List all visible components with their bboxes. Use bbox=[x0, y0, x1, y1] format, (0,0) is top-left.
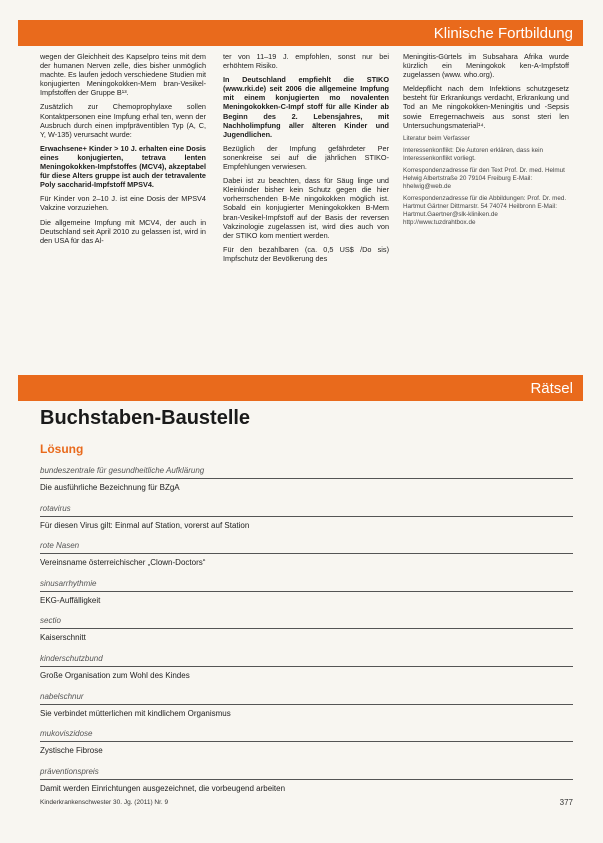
solution-answer: Kaiserschnitt bbox=[40, 633, 86, 643]
paragraph: In Deutschland empfiehlt die STIKO (www.rki.de) seit 2006 die allgemeine Impfung mit einem konjugierten mo novalenten Meningokokken-C-Impf stoff für alle Kinder ab Beginn des 2. Lebensjahres, mit Nachholimpfung aller älteren Kinder und Jugendlichen. bbox=[223, 75, 389, 139]
section-header-bar bbox=[18, 375, 583, 401]
paragraph: Meldepflicht nach dem Infektions schutzgesetz besteht für Erkrankungs verdacht, Erkrankung und Tod an Me ningokokken-Meningitis und -Sepsis sowie Erregernachweis aus sonst steri len Untersuchungsmaterial¹⁴. bbox=[403, 84, 569, 130]
rule-line bbox=[40, 704, 573, 705]
solution-answer: Damit werden Einrichtungen ausgezeichnet, die vorbeugend arbeiten bbox=[40, 783, 286, 793]
contact-text: Korrespondenzadresse für den Text Prof. Dr. med. Helmut Helwig Albertstraße 20 79104 Freiburg E-Mail: hhelwig@web.de bbox=[403, 166, 565, 190]
solution-row bbox=[40, 612, 573, 650]
contact-images: Korrespondenzadresse für die Abbildungen: Prof. Dr. med. Hartmut Gärtner Dittmarstr. 54 74074 Heilbronn E-Mail: Hartmut.Gaertner@slk-kliniken.de http://www.tuzdrahtbox.de bbox=[403, 194, 567, 226]
solution-heading: Lösung bbox=[40, 442, 84, 456]
paragraph: Für den bezahlbaren (ca. 0,5 US$ /Do sis) Impfschutz der Bevölkerung des bbox=[223, 244, 389, 263]
rule-line bbox=[40, 591, 573, 592]
page-number: 377 bbox=[559, 798, 573, 807]
solution-row bbox=[40, 500, 573, 538]
solution-word: rotavirus bbox=[40, 503, 71, 513]
puzzle-title: Buchstaben-Baustelle bbox=[40, 407, 251, 429]
article-column-2 bbox=[223, 52, 389, 268]
solution-row bbox=[40, 537, 573, 575]
paragraph: Für Kinder von 2–10 J. ist eine Dosis der MPSV4 Vakzine vorzuziehen. bbox=[40, 194, 206, 213]
solution-word: nabelschnur bbox=[40, 691, 84, 701]
rule-line bbox=[40, 553, 573, 554]
solution-answer: Vereinsname österreichischer „Clown-Doctors“ bbox=[40, 558, 206, 568]
solution-answer: Sie verbindet mütterlichen mit kindlichem Organismus bbox=[40, 708, 231, 718]
paragraph: wegen der Gleichheit des Kapselpro teins mit dem der humanen Nerven zelle, dies bisher unmöglich machte. Es laufen jedoch verschiedene Studien mit konjugierten Meningokokken-Mem bran-Vesikel-Impfstoffen der Gruppe B¹³. bbox=[40, 52, 206, 98]
solution-row bbox=[40, 688, 573, 726]
solution-row bbox=[40, 462, 573, 500]
paragraph: Dabei ist zu beachten, dass für Säug linge und Kleinkinder bisher kein Schutz gegen die hier vorherrschenden B-Me ningokokken möglich ist. Sobald ein konjugierter Meningokokken B-Mem bran-Vesikel-Impfstoff auf der Basis der reversen Vakzinologie zugelassen ist, wird dies auch von der STIKO kom mentiert werden. bbox=[223, 176, 389, 240]
article-column-3 bbox=[403, 52, 569, 231]
solution-list bbox=[40, 462, 573, 800]
paragraph: ter von 11–19 J. empfohlen, sonst nur bei erhöhtem Risiko. bbox=[223, 52, 389, 71]
solution-row bbox=[40, 725, 573, 763]
solution-word: kinderschutzbund bbox=[40, 653, 103, 663]
solution-answer: Für diesen Virus gilt: Einmal auf Station, vorerst auf Station bbox=[40, 520, 250, 530]
paragraph: Meningitis-Gürtels im Subsahara Afrika wurde kürzlich ein Meningokok ken-A-Impfstoff zugelassen (www. who.org). bbox=[403, 52, 569, 80]
solution-word: mukoviszidose bbox=[40, 729, 93, 739]
literature-note: Literatur beim Verfasser bbox=[403, 134, 470, 142]
rule-line bbox=[40, 666, 573, 667]
solution-word: präventionspreis bbox=[40, 766, 99, 776]
rule-line bbox=[40, 779, 573, 780]
solution-row bbox=[40, 575, 573, 613]
solution-word: sinusarrhythmie bbox=[40, 578, 97, 588]
solution-answer: Zystische Fibrose bbox=[40, 746, 103, 756]
solution-word: rote Nasen bbox=[40, 541, 80, 551]
rule-line bbox=[40, 741, 573, 742]
paragraph: Zusätzlich zur Chemoprophylaxe sollen Kontaktpersonen eine Impfung erhal ten, wenn der Ausbruch durch einen impfpräventiblen Typ (A, C, Y, W-135) verursacht wurde: bbox=[40, 102, 206, 139]
section-header-bar bbox=[18, 20, 583, 46]
article-column-1 bbox=[40, 52, 206, 250]
solution-row bbox=[40, 763, 573, 801]
rule-line bbox=[40, 628, 573, 629]
page-footer bbox=[40, 799, 573, 806]
solution-answer: Die ausführliche Bezeichnung für BZgA bbox=[40, 483, 180, 492]
paragraph: Bezüglich der Impfung gefährdeter Per sonenkreise sei auf die jährlichen STIKO-Empfehlungen verwiesen. bbox=[223, 143, 389, 172]
section-label: Klinische Fortbildung bbox=[433, 25, 573, 42]
article-columns bbox=[40, 52, 573, 372]
rule-line bbox=[40, 478, 573, 479]
section-label: Rätsel bbox=[530, 380, 573, 397]
journal-citation: Kinderkrankenschwester 30. Jg. (2011) Nr. 9 bbox=[40, 799, 169, 806]
paragraph: Erwachsene+ Kinder > 10 J. erhalten eine Dosis eines konjugierten, tetrava lenten Meningokokken-Impfstoffes (MCV4), akzeptabel für diese Alters gruppe ist auch der tetravalente Poly saccharid-Impfstoff MPSV4. bbox=[40, 143, 206, 190]
solution-word: sectio bbox=[40, 616, 61, 626]
conflict-note: Interessenkonflikt: Die Autoren erklären, dass kein Interessenkonflikt vorliegt. bbox=[403, 146, 544, 162]
paragraph: Die allgemeine Impfung mit MCV4, der auch in Deutschland seit April 2010 zu gelassen ist, wird in den USA für das Al- bbox=[40, 217, 206, 245]
rule-line bbox=[40, 516, 573, 517]
solution-row bbox=[40, 650, 573, 688]
solution-answer: Große Organisation zum Wohl des Kindes bbox=[40, 670, 190, 680]
solution-word: bundeszentrale für gesundheitliche Aufklärung bbox=[40, 466, 205, 475]
solution-answer: EKG-Auffälligkeit bbox=[40, 595, 101, 605]
